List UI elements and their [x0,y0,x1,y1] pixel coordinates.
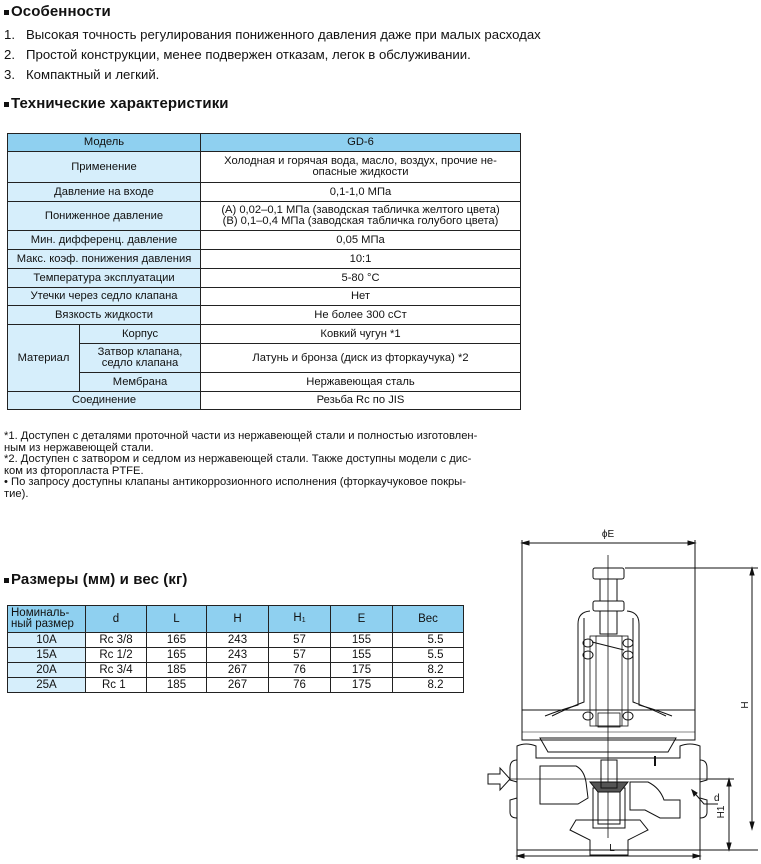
spec-value-line: (A) 0,02–0,1 МПа (заводская табличка желтого цвета) [221,204,500,216]
cell-H1: 57 [269,633,331,648]
dimensions-row [8,663,464,678]
feature-item [4,25,541,45]
footnote-line: тие). [4,487,29,500]
spec-value-line: (B) 0,1–0,4 МПа (заводская табличка голубого цвета) [222,215,499,227]
bullet-square-icon [4,10,9,15]
spec-value: Резьба Rc по JIS [201,392,521,410]
feature-text: Высокая точность регулирования пониженного давления даже при малых расходах [26,27,541,42]
footnote [4,454,522,477]
spec-value-line: Холодная и горячая вода, масло, воздух, прочие не- [224,155,497,167]
dimension-L [517,820,700,860]
dimension-E [522,529,695,710]
material-sub-label: Мембрана [80,373,201,392]
label-E: ϕE [601,529,615,540]
spec-value: 0,1-1,0 МПа [201,183,521,202]
spec-row [8,250,521,269]
cell-H1: 57 [269,648,331,663]
spec-value: Нет [201,288,521,306]
material-sub-label-line: седло клапана [101,357,179,369]
label-d: d [714,793,720,804]
feature-text: Компактный и легкий. [26,67,160,82]
spec-value [201,202,521,231]
spec-value [201,152,521,183]
spec-label: Утечки через седло клапана [8,288,201,306]
valve-body [510,744,707,855]
cell-H: 243 [207,633,269,648]
label-H1: H1 [716,805,727,819]
col-header-weight: Вес [393,606,464,633]
col-header-size [8,606,86,633]
cell-E: 155 [331,648,393,663]
cell-L: 165 [147,633,207,648]
footnote [4,431,522,454]
adjust-screw [593,568,624,634]
col-header-H1 [269,606,331,633]
footnote-line: ком из фторопласта PTFE. [4,464,144,477]
spec-value: 5-80 °C [201,269,521,288]
spec-row-material [8,344,521,373]
spec-row [8,183,521,202]
spec-header-label: Модель [8,134,201,152]
material-label: Материал [8,325,80,392]
col-header-E: E [331,606,393,633]
material-sub-label [80,344,201,373]
spec-label: Мин. дифференц. давление [8,231,201,250]
spec-row [8,306,521,325]
bullet-square-icon [4,102,9,107]
feature-number: 3. [4,67,15,82]
spec-row [8,288,521,306]
spec-header-model: GD-6 [201,134,521,152]
spec-value: Не более 300 сСт [201,306,521,325]
features-heading [4,3,111,20]
label-H: H [740,701,751,709]
dimension-H1 [630,779,758,850]
features-title: Особенности [11,3,111,20]
spec-label: Температура эксплуатации [8,269,201,288]
spec-row [8,392,521,410]
feature-number: 2. [4,47,15,62]
spec-row [8,269,521,288]
dimensions-row [8,633,464,648]
bonnet [545,611,672,716]
footnote-line: • По запросу доступны клапаны антикоррозионного исполнения (фторкаучуковое покры- [4,476,466,489]
material-value: Латунь и бронза (диск из фторкаучука) *2 [201,344,521,373]
col-header-H1-sub: 1 [301,616,306,624]
spec-label: Соединение [8,392,201,410]
material-sub-label-line: Затвор клапана, [97,346,183,358]
footnote-line: *1. Доступен с деталями проточной части из нержавеющей стали и полностью изготовлен- [4,430,478,442]
valve-cross-section-diagram [480,520,761,864]
cell-H: 267 [207,663,269,678]
cell-E: 175 [331,678,393,693]
col-header-line: Номиналь- [11,607,70,619]
cell-d: Rc 1 [86,678,147,693]
cell-d: Rc 1/2 [86,648,147,663]
diaphragm-housing [522,710,695,752]
cell-weight: 8.2 [393,678,464,693]
dimensions-header-row [8,606,464,633]
spec-label: Вязкость жидкости [8,306,201,325]
feature-number: 1. [4,27,15,42]
dimensions-heading [4,571,187,588]
col-header-H: H [207,606,269,633]
cell-E: 155 [331,633,393,648]
dimensions-title: Размеры (мм) и вес (кг) [11,571,188,588]
cell-weight: 5.5 [393,633,464,648]
spec-label: Применение [8,152,201,183]
footnote-line: ным из нержавеющей стали. [4,441,154,454]
col-header-H1-main: H [293,611,302,624]
cell-size: 15A [8,648,86,663]
cell-d: Rc 3/4 [86,663,147,678]
specs-heading [4,95,229,112]
material-sub-label: Корпус [80,325,201,344]
spec-table [7,133,521,410]
col-header-d: d [86,606,147,633]
col-header-line: ный размер [11,618,74,630]
features-list [4,25,541,85]
material-value: Ковкий чугун *1 [201,325,521,344]
cell-H: 243 [207,648,269,663]
dimensions-row [8,678,464,693]
label-L: L [609,843,615,854]
spec-value: 0,05 МПа [201,231,521,250]
spec-row [8,231,521,250]
cell-size: 25A [8,678,86,693]
cell-H: 267 [207,678,269,693]
spec-value-line: опасные жидкости [312,166,409,178]
feature-text: Простой конструкции, менее подвержен отказам, легок в обслуживании. [26,47,471,62]
spec-row [8,152,521,183]
cell-weight: 5.5 [393,648,464,663]
spec-label: Макс. коэф. понижения давления [8,250,201,269]
spec-row-material [8,325,521,344]
footnote-line: *2. Доступен с затвором и седлом из нержавеющей стали. Также доступны модели с дис- [4,453,472,466]
cell-L: 185 [147,663,207,678]
footnote [4,477,522,500]
dimension-d [692,790,720,804]
spec-value: 10:1 [201,250,521,269]
footnotes [4,431,522,501]
dimensions-row [8,648,464,663]
spec-label: Давление на входе [8,183,201,202]
cell-size: 10A [8,633,86,648]
material-value: Нержавеющая сталь [201,373,521,392]
specs-title: Технические характеристики [11,95,229,112]
col-header-L: L [147,606,207,633]
feature-item [4,65,541,85]
feature-item [4,45,541,65]
dimensions-table [7,605,464,693]
bullet-square-icon [4,578,9,583]
cell-H1: 76 [269,663,331,678]
cell-L: 165 [147,648,207,663]
cell-d: Rc 3/8 [86,633,147,648]
spec-row-material [8,373,521,392]
spec-row [8,202,521,231]
spec-label: Пониженное давление [8,202,201,231]
cell-size: 20A [8,663,86,678]
cell-H1: 76 [269,678,331,693]
cell-weight: 8.2 [393,663,464,678]
cell-E: 175 [331,663,393,678]
spec-header-row [8,134,521,152]
cell-L: 185 [147,678,207,693]
